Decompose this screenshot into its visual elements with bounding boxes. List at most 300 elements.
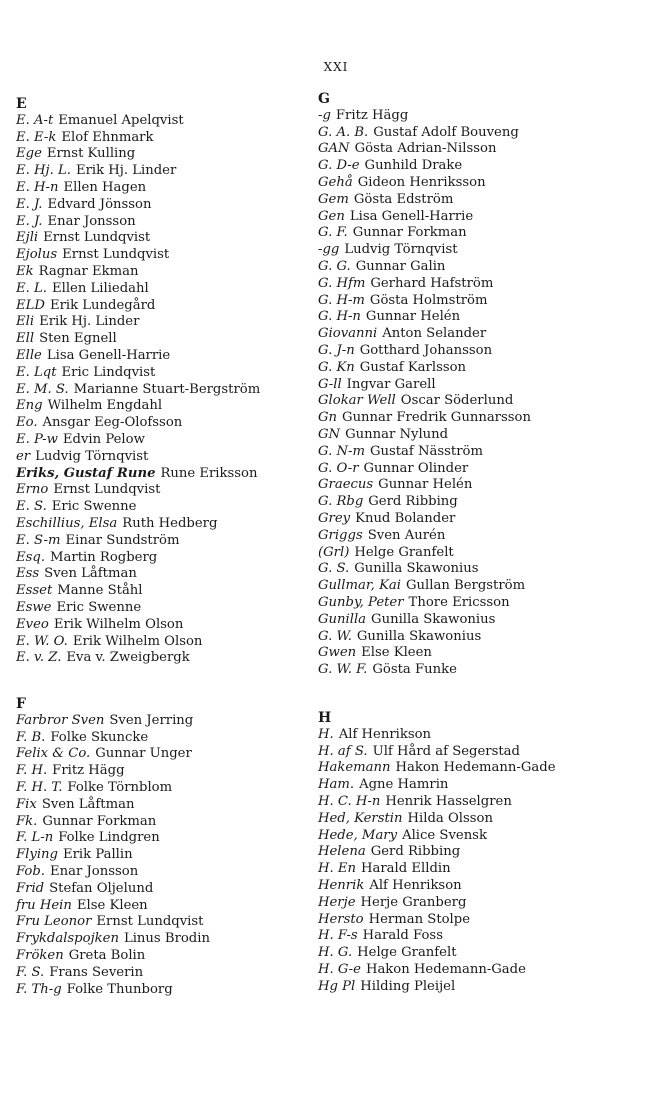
- entry-name: Gunilla Skawonius: [371, 611, 496, 627]
- index-entry: [16, 247, 316, 264]
- index-entry: [318, 511, 618, 528]
- entry-name: Folke Skuncke: [50, 729, 149, 745]
- entry-signature: Fru Leonor: [16, 914, 92, 930]
- index-entry: [16, 931, 316, 948]
- entry-name: Alf Henrikson: [338, 726, 432, 742]
- entry-signature: E. W. O.: [16, 633, 68, 649]
- entry-name: Stefan Oljelund: [49, 880, 154, 896]
- entry-name: Agne Hamrin: [359, 777, 449, 793]
- entry-signature: F. H.: [16, 763, 48, 779]
- index-entry: [318, 979, 618, 996]
- entry-name: Gunilla Skawonius: [354, 561, 479, 577]
- entry-name: Gunnar Fredrik Gunnarsson: [342, 410, 531, 426]
- section-heading-h: H: [318, 710, 332, 726]
- index-entry: [16, 634, 316, 651]
- index-entry: [16, 982, 316, 999]
- index-entry: [318, 410, 618, 427]
- entry-signature: Fob.: [16, 863, 46, 879]
- entry-name: Edvin Pelow: [62, 431, 145, 447]
- entry-signature: Fix: [16, 796, 37, 812]
- entry-signature: Ejli: [16, 230, 39, 246]
- entry-signature: E. S-m: [16, 532, 61, 548]
- entry-name: Hakon Hedemann-Gade: [365, 961, 526, 977]
- entry-signature: Glokar Well: [318, 393, 396, 409]
- entry-name: Lisa Genell-Harrie: [349, 208, 474, 224]
- entry-name: Hilda Olsson: [407, 810, 493, 826]
- entry-name: Sven Aurén: [367, 527, 446, 543]
- index-entry: [318, 662, 618, 679]
- index-entry: [16, 713, 316, 730]
- entry-signature: Gwen: [318, 645, 357, 661]
- section-f: [16, 696, 316, 998]
- entry-name: Ragnar Ekman: [38, 263, 139, 279]
- entry-signature: Eli: [16, 314, 35, 330]
- entry-name: Hakon Hedemann-Gade: [395, 760, 556, 776]
- entry-name: Elof Ehnmark: [61, 129, 154, 145]
- entry-signature: E. A-t: [16, 112, 54, 128]
- entry-signature: Griggs: [318, 527, 363, 543]
- entry-name: Harald Elldin: [361, 861, 451, 877]
- index-entry: [16, 763, 316, 780]
- index-entry: [318, 760, 618, 777]
- entry-signature: G. S.: [318, 561, 350, 577]
- entry-name: Sten Egnell: [39, 331, 117, 347]
- index-entry: [318, 945, 618, 962]
- index-entry: [318, 293, 618, 310]
- entry-name: Ernst Lundqvist: [62, 247, 170, 263]
- entry-name: Ernst Lundqvist: [96, 914, 204, 930]
- entry-signature: E. E-k: [16, 129, 57, 145]
- entry-signature: G. D-e: [318, 158, 360, 174]
- entries-f: [16, 713, 316, 999]
- index-entry: [16, 847, 316, 864]
- entry-name: Eric Swenne: [51, 499, 137, 515]
- index-entry: [16, 281, 316, 298]
- entry-name: Else Kleen: [361, 645, 432, 661]
- entry-name: Ludvig Törnqvist: [344, 242, 458, 258]
- entry-signature: Hakemann: [318, 760, 391, 776]
- entry-name: Ernst Lundqvist: [53, 482, 161, 498]
- index-entry: [16, 914, 316, 931]
- index-entry: [16, 797, 316, 814]
- entry-name: Rune Eriksson: [160, 465, 258, 481]
- entry-signature: E. J.: [16, 213, 43, 229]
- entry-name: Gunnar Forkman: [352, 225, 467, 241]
- index-entry: [318, 595, 618, 612]
- index-entry: [16, 146, 316, 163]
- index-entry: [318, 561, 618, 578]
- index-entry: [16, 130, 316, 147]
- index-entry: [318, 393, 618, 410]
- entry-signature: er: [16, 448, 31, 464]
- index-entry: [318, 461, 618, 478]
- entries-e: [16, 113, 316, 667]
- entry-signature: Ess: [16, 566, 40, 582]
- index-entry: [318, 811, 618, 828]
- entry-name: Hilding Pleijel: [360, 978, 456, 994]
- entry-signature: Ek: [16, 263, 34, 279]
- index-entry: [16, 264, 316, 281]
- entry-name: Anton Selander: [382, 326, 487, 342]
- entry-name: Erik Hj. Linder: [39, 314, 140, 330]
- index-entry: [318, 360, 618, 377]
- index-entry: [318, 175, 618, 192]
- entry-signature: F. H. T.: [16, 779, 63, 795]
- entry-signature: G. F.: [318, 225, 348, 241]
- entry-name: Eric Swenne: [56, 599, 142, 615]
- index-entry: [16, 650, 316, 667]
- entry-signature: H. G.: [318, 945, 353, 961]
- entry-name: Ernst Kulling: [46, 146, 136, 162]
- entry-signature: Gehå: [318, 174, 353, 190]
- entry-signature: F. B.: [16, 729, 46, 745]
- entry-name: Harald Foss: [362, 928, 443, 944]
- index-entry: [16, 881, 316, 898]
- entry-name: Fritz Hägg: [52, 763, 125, 779]
- entry-signature: E. J.: [16, 196, 43, 212]
- entry-signature: -gg: [318, 242, 340, 258]
- entry-signature: Farbror Sven: [16, 712, 105, 728]
- entry-signature: Eng: [16, 398, 43, 414]
- index-entry: [16, 314, 316, 331]
- entry-signature: E. H-n: [16, 179, 59, 195]
- entry-name: Erik Hj. Linder: [75, 163, 177, 179]
- index-entry: [16, 533, 316, 550]
- entry-signature: Herje: [318, 894, 356, 910]
- entry-name: Sven Låftman: [41, 796, 135, 812]
- entry-name: Gunnar Olinder: [363, 460, 469, 476]
- entry-signature: Graecus: [318, 477, 374, 493]
- entry-signature: E. S.: [16, 499, 47, 515]
- entry-name: Gösta Holmström: [369, 292, 488, 308]
- index-entry: [16, 780, 316, 797]
- index-entry: [16, 948, 316, 965]
- entry-name: Herje Granberg: [360, 894, 467, 910]
- entry-signature: ELD: [16, 297, 45, 313]
- entry-signature: Hed, Kerstin: [318, 810, 403, 826]
- index-entry: [16, 600, 316, 617]
- index-entry: [318, 828, 618, 845]
- entry-signature: H.: [318, 726, 334, 742]
- index-entry: [318, 528, 618, 545]
- index-entry: [318, 209, 618, 226]
- index-entry: [318, 125, 618, 142]
- index-entry: [318, 108, 618, 125]
- index-entry: [16, 550, 316, 567]
- entry-signature: Fröken: [16, 947, 64, 963]
- entry-name: Einar Sundström: [65, 532, 180, 548]
- entry-name: Ernst Lundqvist: [43, 230, 151, 246]
- entry-name: Greta Bolin: [68, 947, 146, 963]
- index-entry: [318, 444, 618, 461]
- entry-name: Gerd Ribbing: [368, 494, 458, 510]
- entry-signature: Hersto: [318, 911, 364, 927]
- entry-signature: H. En: [318, 861, 357, 877]
- entries-h: [318, 727, 618, 996]
- index-entry: [16, 415, 316, 432]
- index-entry: [318, 259, 618, 276]
- entry-name: Oscar Söderlund: [400, 393, 514, 409]
- index-entry: [16, 746, 316, 763]
- entry-signature: Hg Pl: [318, 978, 356, 994]
- entries-g: [318, 108, 618, 679]
- index-entry: [318, 629, 618, 646]
- entry-signature: Eveo: [16, 616, 49, 632]
- entry-name: Gunnar Helén: [365, 309, 461, 325]
- entry-name: Erik Lundegård: [49, 297, 156, 313]
- entry-name: Wilhelm Engdahl: [47, 398, 163, 414]
- entry-signature: H. af S.: [318, 743, 368, 759]
- entry-name: Gösta Edström: [353, 191, 454, 207]
- entry-name: Gunnar Nylund: [345, 426, 449, 442]
- entry-name: Eric Lindqvist: [61, 364, 156, 380]
- entry-signature: F. Th-g: [16, 981, 62, 997]
- index-entry: [318, 141, 618, 158]
- entry-name: Gunhild Drake: [364, 158, 463, 174]
- entry-name: Gustaf Näsström: [369, 443, 483, 459]
- entry-signature: G. H-m: [318, 292, 365, 308]
- entry-name: Erik Pallin: [62, 847, 133, 863]
- index-entry: [16, 617, 316, 634]
- entry-name: Gullan Bergström: [406, 578, 526, 594]
- entry-name: Helge Granfelt: [357, 945, 457, 961]
- index-entry: [16, 814, 316, 831]
- index-entry: [16, 298, 316, 315]
- entry-signature: Felix & Co.: [16, 746, 91, 762]
- entry-signature: GAN: [318, 141, 350, 157]
- entry-name: Helge Granfelt: [354, 544, 454, 560]
- index-entry: [16, 864, 316, 881]
- entry-name: Gösta Funke: [372, 662, 457, 678]
- entry-name: Ansgar Eeg-Olofsson: [42, 415, 183, 431]
- entry-name: Sven Jerring: [109, 712, 194, 728]
- index-entry: [318, 794, 618, 811]
- entry-name: Alf Henrikson: [369, 877, 462, 893]
- entry-signature: E. v. Z.: [16, 650, 62, 666]
- index-entry: [318, 928, 618, 945]
- index-entry: [318, 427, 618, 444]
- entry-name: Thore Ericsson: [408, 594, 510, 610]
- index-entry: [16, 449, 316, 466]
- entry-signature: Eriks, Gustaf Rune: [16, 465, 156, 481]
- entry-signature: G. N-m: [318, 443, 365, 459]
- index-entry: [318, 309, 618, 326]
- entry-signature: Gn: [318, 410, 338, 426]
- entry-signature: G. O-r: [318, 460, 359, 476]
- index-entry: [318, 276, 618, 293]
- entry-name: Gustaf Adolf Bouveng: [373, 124, 519, 140]
- entry-signature: Gunilla: [318, 611, 367, 627]
- entry-name: Gunnar Galin: [355, 258, 446, 274]
- index-entry: [318, 895, 618, 912]
- section-g: [318, 91, 618, 679]
- index-entry: [318, 192, 618, 209]
- entry-signature: E. Lqt: [16, 364, 57, 380]
- entry-name: Ellen Liliedahl: [51, 280, 149, 296]
- index-entry: [318, 861, 618, 878]
- entry-name: Alice Svensk: [402, 827, 487, 843]
- entry-name: Folke Thunborg: [66, 981, 173, 997]
- entry-signature: G. Rbg: [318, 494, 364, 510]
- index-entry: [16, 432, 316, 449]
- index-entry: [16, 230, 316, 247]
- index-entry: [318, 477, 618, 494]
- entry-signature: E. M. S.: [16, 381, 69, 397]
- section-heading-f: F: [16, 696, 26, 712]
- entry-signature: GN: [318, 426, 341, 442]
- entry-signature: (Grl): [318, 544, 350, 560]
- entry-name: Enar Jonsson: [47, 213, 136, 229]
- entry-signature: Helena: [318, 844, 366, 860]
- entry-signature: Ham.: [318, 777, 355, 793]
- entry-signature: Gen: [318, 208, 345, 224]
- index-entry: [318, 844, 618, 861]
- entry-name: Martin Rogberg: [50, 549, 158, 565]
- entry-signature: Frykdalspojken: [16, 931, 119, 947]
- entry-signature: Grey: [318, 510, 351, 526]
- index-entry: [16, 214, 316, 231]
- entry-signature: Gem: [318, 191, 349, 207]
- entry-name: Gunnar Forkman: [42, 813, 157, 829]
- entry-signature: E. L.: [16, 280, 47, 296]
- entry-name: Knud Bolander: [355, 510, 456, 526]
- index-entry: [318, 377, 618, 394]
- index-entry: [318, 962, 618, 979]
- index-entry: [16, 197, 316, 214]
- entry-name: Gotthard Johansson: [359, 342, 493, 358]
- entry-signature: Henrik: [318, 877, 365, 893]
- index-entry: [318, 242, 618, 259]
- index-entry: [16, 516, 316, 533]
- entry-name: Ruth Hedberg: [122, 515, 218, 531]
- entry-name: Else Kleen: [76, 897, 148, 913]
- index-entry: [16, 965, 316, 982]
- entry-signature: Erno: [16, 482, 49, 498]
- entry-name: Ludvig Törnqvist: [35, 448, 149, 464]
- entry-name: Eva v. Zweigbergk: [66, 650, 190, 666]
- entry-signature: G. H-n: [318, 309, 361, 325]
- entry-signature: Esq.: [16, 549, 46, 565]
- entry-signature: Eswe: [16, 599, 52, 615]
- entry-name: Marianne Stuart-Bergström: [73, 381, 261, 397]
- entry-name: Henrik Hasselgren: [385, 793, 512, 809]
- index-entry: [16, 180, 316, 197]
- index-entry: [318, 158, 618, 175]
- entry-signature: F. S.: [16, 964, 45, 980]
- entry-name: Folke Lindgren: [58, 830, 160, 846]
- entry-name: Gideon Henriksson: [357, 174, 486, 190]
- index-entry: [318, 225, 618, 242]
- index-entry: [318, 545, 618, 562]
- index-entry: [318, 326, 618, 343]
- index-entry: [16, 365, 316, 382]
- index-entry: [318, 878, 618, 895]
- entry-signature: Gullmar, Kai: [318, 578, 402, 594]
- entry-name: Gunnar Unger: [95, 746, 192, 762]
- index-entry: [16, 830, 316, 847]
- index-entry: [16, 331, 316, 348]
- entry-signature: Ege: [16, 146, 42, 162]
- entry-signature: G. W.: [318, 628, 352, 644]
- section-heading-g: G: [318, 91, 330, 107]
- entry-signature: fru Hein: [16, 897, 72, 913]
- index-entry: [16, 499, 316, 516]
- index-entry: [318, 727, 618, 744]
- entry-signature: H. F-s: [318, 928, 358, 944]
- entry-name: Sven Låftman: [44, 566, 137, 582]
- entry-signature: Fk.: [16, 813, 38, 829]
- entry-name: Linus Brodin: [123, 931, 210, 947]
- entry-name: Herman Stolpe: [368, 911, 471, 927]
- entry-signature: Eschillius, Elsa: [16, 515, 118, 531]
- index-entry: [16, 466, 316, 483]
- section-heading-e: E: [16, 96, 27, 112]
- index-entry: [318, 744, 618, 761]
- entry-signature: G. G.: [318, 258, 351, 274]
- entry-name: Erik Wilhelm Olson: [53, 616, 184, 632]
- entry-signature: Gunby, Peter: [318, 594, 404, 610]
- entry-signature: H. G-e: [318, 961, 361, 977]
- index-entry: [16, 482, 316, 499]
- index-entry: [318, 645, 618, 662]
- entry-signature: Flying: [16, 847, 58, 863]
- entry-signature: Esset: [16, 583, 53, 599]
- index-entry: [318, 777, 618, 794]
- entry-name: Manne Ståhl: [57, 583, 143, 599]
- entry-signature: G. A. B.: [318, 124, 369, 140]
- entry-name: Gösta Adrian-Nilsson: [354, 141, 497, 157]
- entry-signature: Ejolus: [16, 247, 58, 263]
- entry-name: Lisa Genell-Harrie: [46, 347, 171, 363]
- entry-name: Edvard Jönsson: [47, 196, 152, 212]
- entry-signature: Frid: [16, 880, 45, 896]
- entry-signature: F. L-n: [16, 830, 54, 846]
- section-h: [318, 710, 618, 996]
- entry-name: Erik Wilhelm Olson: [72, 633, 203, 649]
- entry-signature: G. J-n: [318, 342, 355, 358]
- index-entry: [16, 348, 316, 365]
- entry-signature: E. P-w: [16, 431, 58, 447]
- entry-signature: G-ll: [318, 376, 342, 392]
- entry-name: Gunilla Skawonius: [356, 628, 482, 644]
- entry-name: Folke Törnblom: [67, 779, 173, 795]
- index-entry: [16, 730, 316, 747]
- entry-signature: Hede, Mary: [318, 827, 398, 843]
- entry-signature: -g: [318, 107, 331, 123]
- index-entry: [318, 578, 618, 595]
- entry-signature: Elle: [16, 347, 42, 363]
- index-entry: [16, 566, 316, 583]
- index-entry: [16, 163, 316, 180]
- index-entry: [16, 382, 316, 399]
- entry-signature: G. Hfm: [318, 275, 366, 291]
- index-entry: [318, 494, 618, 511]
- entry-signature: E. Hj. L.: [16, 163, 71, 179]
- entry-name: Ellen Hagen: [63, 179, 147, 195]
- index-entry: [16, 583, 316, 600]
- entry-name: Ingvar Garell: [346, 376, 436, 392]
- page-number: XXI: [323, 60, 349, 74]
- entry-name: Gunnar Helén: [378, 477, 473, 493]
- entry-signature: G. Kn: [318, 359, 355, 375]
- entry-signature: H. C. H-n: [318, 793, 381, 809]
- index-entry: [318, 912, 618, 929]
- entry-name: Enar Jonsson: [50, 863, 139, 879]
- index-entry: [318, 343, 618, 360]
- entry-signature: Eo.: [16, 415, 38, 431]
- index-entry: [16, 398, 316, 415]
- entry-name: Emanuel Apelqvist: [58, 112, 184, 128]
